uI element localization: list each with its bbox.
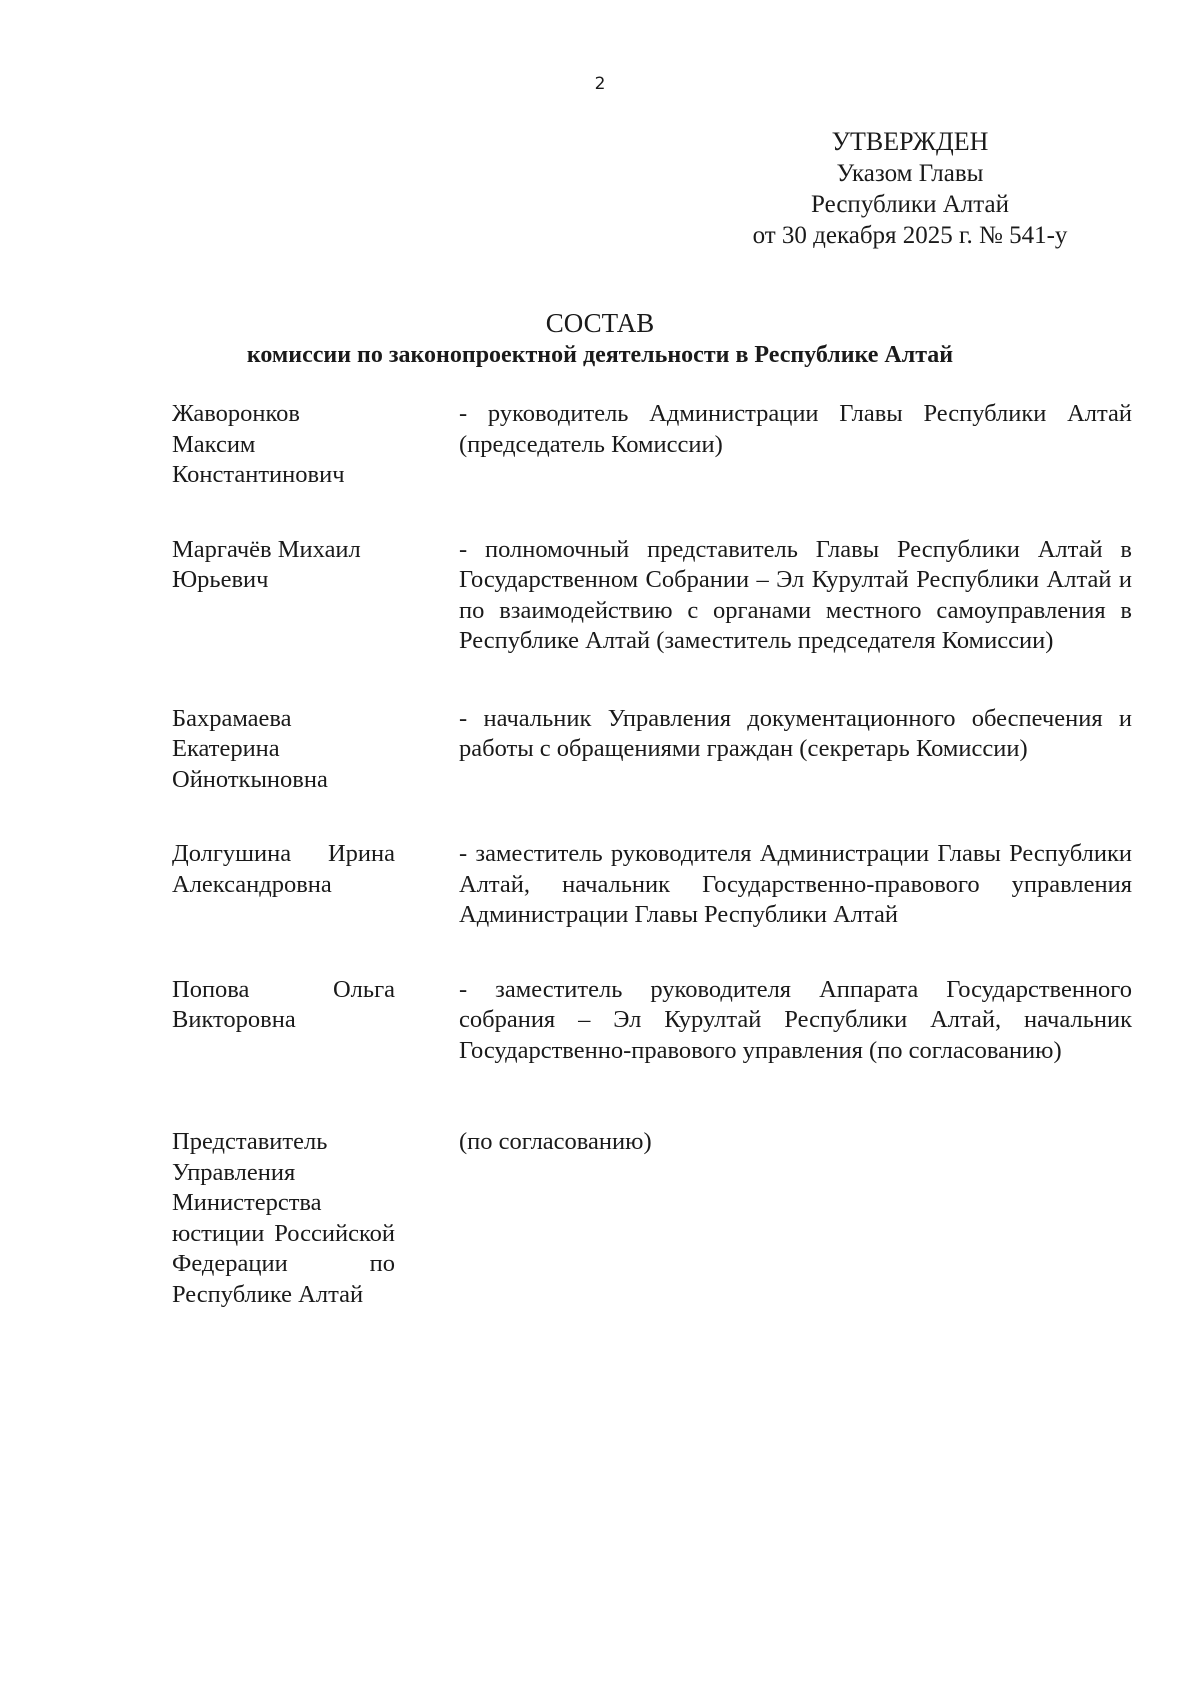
approval-block — [700, 126, 1120, 251]
approval-line-republic: Республики Алтай — [811, 191, 1009, 218]
document-heading — [0, 306, 1200, 370]
member-role: - заместитель руководителя Администрации Главы Республики Алтай, начальник Государственно-правового управления Администрации Главы Республики Алтай — [459, 840, 1132, 928]
approval-line-decree: Указом Главы — [836, 160, 984, 187]
member-row — [172, 704, 1132, 796]
member-name: Представитель Управления Министерства юстиции Российской Федерации по Республике Алтай — [172, 1128, 395, 1308]
member-name: Бахрамаева Екатерина Ойноткыновна — [172, 704, 328, 793]
heading-title: СОСТАВ — [545, 308, 655, 338]
member-name: Долгушина Ирина Александровна — [172, 840, 395, 898]
member-name: Попова Ольга Викторовна — [172, 975, 395, 1033]
member-row — [172, 1127, 1132, 1310]
approval-title: УТВЕРЖДЕН — [831, 127, 989, 156]
member-name: Маргачёв Михаил Юрьевич — [172, 535, 361, 593]
page-number: 2 — [594, 74, 606, 94]
member-row — [172, 839, 1132, 931]
member-role: - полномочный представитель Главы Республики Алтай в Государственном Собрании – Эл Курултай Республики Алтай и по взаимодействию с органами местного самоуправления в Республике Алтай (заместитель председателя Комиссии) — [459, 535, 1132, 654]
member-row — [172, 399, 1132, 491]
member-role: (по согласованию) — [459, 1128, 652, 1155]
member-role: - руководитель Администрации Главы Республики Алтай (председатель Комиссии) — [459, 400, 1132, 458]
member-role: - начальник Управления документационного обеспечения и работы с обращениями граждан (секретарь Комиссии) — [459, 704, 1132, 762]
member-row — [172, 535, 1132, 657]
heading-subtitle: комиссии по законопроектной деятельности в Республике Алтай — [246, 342, 954, 368]
member-row — [172, 975, 1132, 1067]
members-list — [172, 399, 1132, 1310]
member-name: Жаворонков Максим Константинович — [172, 400, 345, 488]
member-role: - заместитель руководителя Аппарата Государственного собрания – Эл Курултай Республики Алтай, начальник Государственно-правового управления (по согласованию) — [459, 975, 1132, 1064]
approval-line-date: от 30 декабря 2025 г. № 541-у — [752, 222, 1068, 249]
